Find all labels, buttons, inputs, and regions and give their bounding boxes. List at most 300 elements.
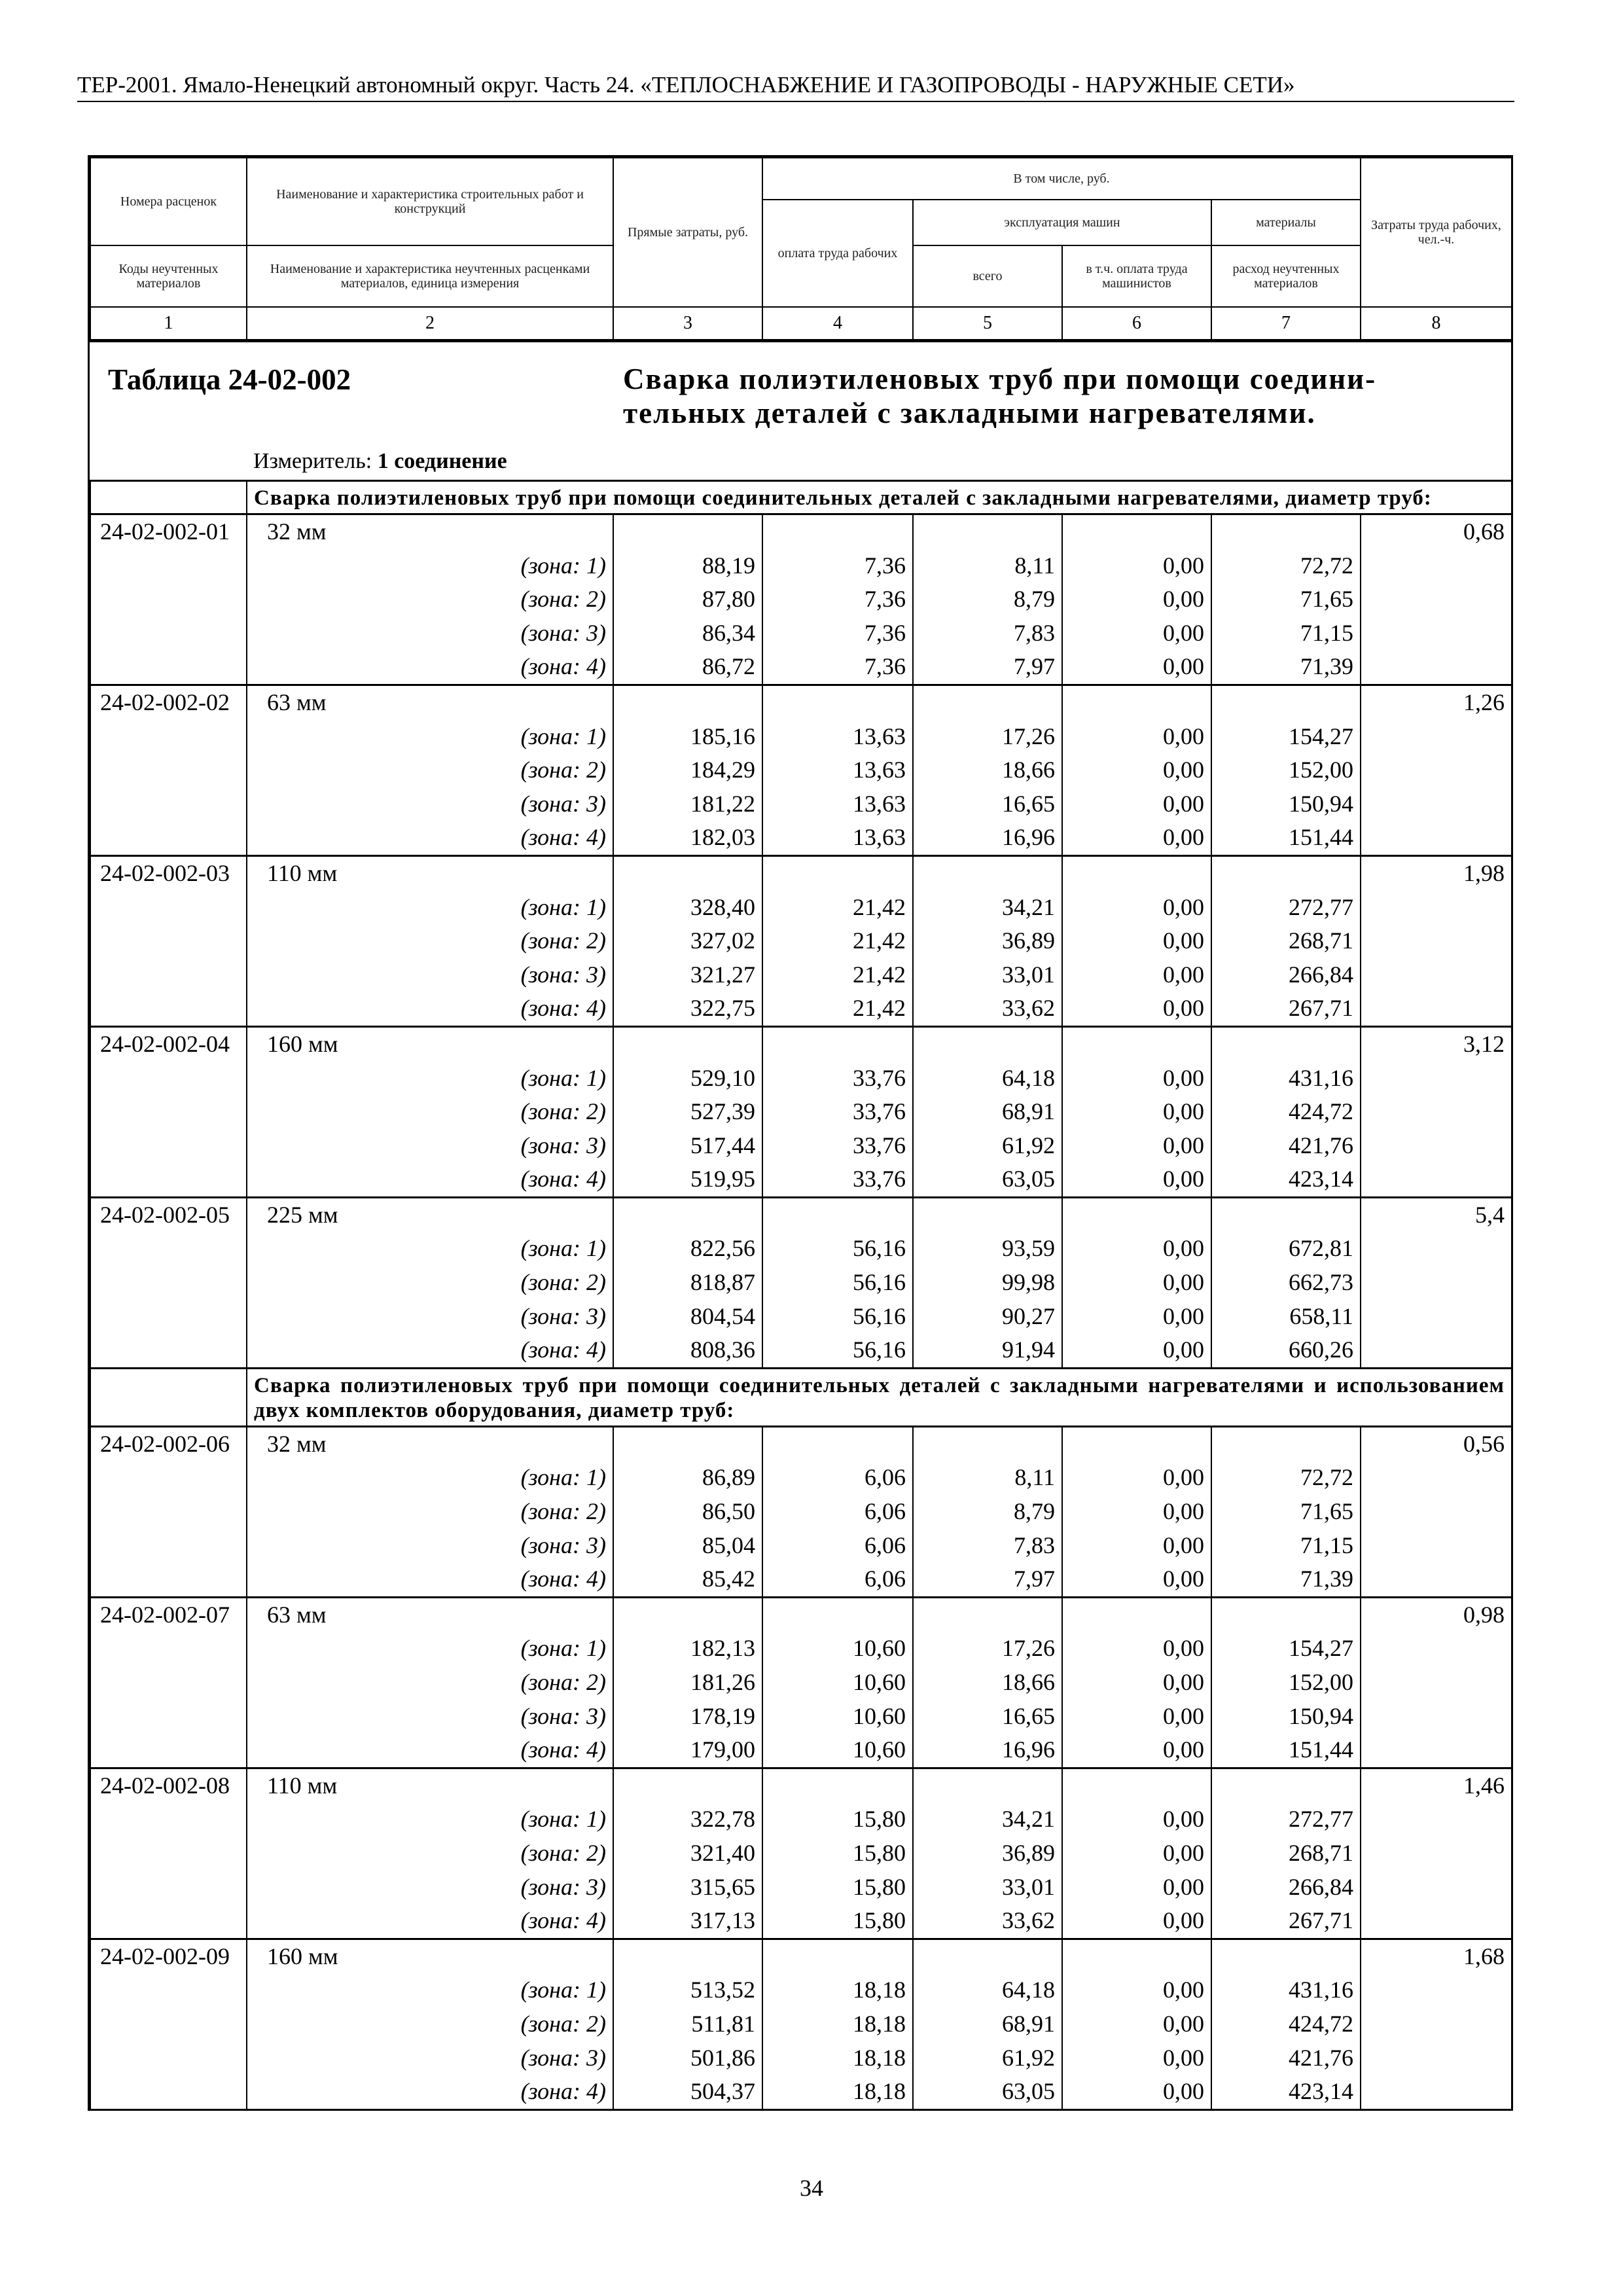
empty-cell bbox=[913, 514, 1062, 549]
table-row bbox=[90, 1300, 1512, 1334]
direct-costs: 85,04 bbox=[613, 1529, 762, 1563]
zone-label: (зона: 1) bbox=[247, 1461, 613, 1495]
rate-code: 24-02-002-03 bbox=[90, 855, 247, 890]
rate-code: 24-02-002-02 bbox=[90, 685, 247, 719]
machinist-wages: 0,00 bbox=[1062, 924, 1211, 958]
table-row bbox=[90, 1597, 1512, 1632]
machines-total: 33,62 bbox=[913, 1904, 1062, 1939]
worker-wages: 56,16 bbox=[762, 1266, 913, 1300]
materials-cost: 71,15 bbox=[1211, 1529, 1361, 1563]
zone-label: (зона: 2) bbox=[247, 753, 613, 787]
table-header bbox=[90, 157, 1512, 340]
empty-cell bbox=[90, 617, 247, 651]
empty-cell bbox=[613, 514, 762, 549]
machinist-wages: 0,00 bbox=[1062, 1333, 1211, 1368]
zone-label: (зона: 4) bbox=[247, 1333, 613, 1368]
empty-cell bbox=[613, 1026, 762, 1061]
table-row bbox=[90, 720, 1512, 754]
materials-cost: 266,84 bbox=[1211, 1871, 1361, 1905]
empty-cell bbox=[90, 958, 247, 992]
machinist-wages: 0,00 bbox=[1062, 2007, 1211, 2041]
materials-cost: 421,76 bbox=[1211, 1129, 1361, 1163]
machinist-wages: 0,00 bbox=[1062, 1733, 1211, 1768]
direct-costs: 504,37 bbox=[613, 2075, 762, 2109]
empty-cell bbox=[1361, 891, 1512, 925]
empty-cell bbox=[1062, 1197, 1211, 1232]
worker-wages: 33,76 bbox=[762, 1095, 913, 1129]
machines-total: 16,96 bbox=[913, 821, 1062, 855]
empty-cell bbox=[1361, 924, 1512, 958]
table-row bbox=[90, 1904, 1512, 1939]
table-row bbox=[90, 685, 1512, 719]
direct-costs: 184,29 bbox=[613, 753, 762, 787]
empty-cell bbox=[613, 1939, 762, 1973]
empty-cell bbox=[90, 1300, 247, 1334]
table-row bbox=[90, 1333, 1512, 1368]
machinist-wages: 0,00 bbox=[1062, 1973, 1211, 2007]
header-rate-numbers: Номера расценок bbox=[90, 158, 247, 245]
empty-cell bbox=[913, 855, 1062, 890]
machinist-wages: 0,00 bbox=[1062, 583, 1211, 617]
materials-cost: 423,14 bbox=[1211, 2075, 1361, 2109]
machinist-wages: 0,00 bbox=[1062, 753, 1211, 787]
worker-wages: 21,42 bbox=[762, 924, 913, 958]
machines-total: 64,18 bbox=[913, 1973, 1062, 2007]
zone-label: (зона: 1) bbox=[247, 720, 613, 754]
empty-cell bbox=[913, 1197, 1062, 1232]
materials-cost: 72,72 bbox=[1211, 549, 1361, 583]
labor-cost: 1,68 bbox=[1361, 1939, 1512, 1973]
column-number: 8 bbox=[1361, 307, 1512, 340]
machinist-wages: 0,00 bbox=[1062, 1562, 1211, 1597]
labor-cost: 5,4 bbox=[1361, 1197, 1512, 1232]
table-row bbox=[90, 1266, 1512, 1300]
zone-label: (зона: 3) bbox=[247, 787, 613, 821]
empty-cell bbox=[1211, 1426, 1361, 1461]
empty-cell bbox=[613, 1426, 762, 1461]
empty-cell bbox=[90, 787, 247, 821]
direct-costs: 317,13 bbox=[613, 1904, 762, 1939]
zone-label: (зона: 2) bbox=[247, 924, 613, 958]
table-row bbox=[90, 514, 1512, 549]
worker-wages: 7,36 bbox=[762, 549, 913, 583]
machines-total: 7,83 bbox=[913, 1529, 1062, 1563]
pipe-diameter: 160 мм bbox=[247, 1026, 613, 1061]
empty-cell bbox=[1361, 650, 1512, 685]
header-machines-total: всего bbox=[913, 245, 1062, 307]
empty-cell bbox=[90, 1129, 247, 1163]
machinist-wages: 0,00 bbox=[1062, 1803, 1211, 1837]
empty-cell bbox=[1361, 753, 1512, 787]
empty-cell bbox=[1361, 1700, 1512, 1734]
direct-costs: 527,39 bbox=[613, 1095, 762, 1129]
machinist-wages: 0,00 bbox=[1062, 1162, 1211, 1197]
table-row bbox=[90, 2007, 1512, 2041]
zone-label: (зона: 4) bbox=[247, 1562, 613, 1597]
direct-costs: 808,36 bbox=[613, 1333, 762, 1368]
machinist-wages: 0,00 bbox=[1062, 1837, 1211, 1871]
direct-costs: 519,95 bbox=[613, 1162, 762, 1197]
empty-cell bbox=[1361, 2041, 1512, 2075]
zone-label: (зона: 2) bbox=[247, 1666, 613, 1700]
materials-cost: 268,71 bbox=[1211, 924, 1361, 958]
machinist-wages: 0,00 bbox=[1062, 720, 1211, 754]
header-material-codes: Коды неучтенных материалов bbox=[90, 245, 247, 307]
worker-wages: 6,06 bbox=[762, 1562, 913, 1597]
direct-costs: 804,54 bbox=[613, 1300, 762, 1334]
zone-label: (зона: 3) bbox=[247, 1300, 613, 1334]
empty-cell bbox=[913, 1026, 1062, 1061]
worker-wages: 15,80 bbox=[762, 1904, 913, 1939]
pipe-diameter: 63 мм bbox=[247, 685, 613, 719]
empty-cell bbox=[913, 1426, 1062, 1461]
worker-wages: 13,63 bbox=[762, 787, 913, 821]
empty-cell bbox=[90, 1733, 247, 1768]
machines-total: 8,79 bbox=[913, 1495, 1062, 1529]
empty-cell bbox=[90, 2007, 247, 2041]
rate-code: 24-02-002-01 bbox=[90, 514, 247, 549]
machinist-wages: 0,00 bbox=[1062, 1266, 1211, 1300]
machinist-wages: 0,00 bbox=[1062, 2075, 1211, 2109]
empty-cell bbox=[1211, 1939, 1361, 1973]
empty-cell bbox=[1211, 514, 1361, 549]
empty-cell bbox=[1062, 685, 1211, 719]
header-labor-costs: Затраты труда рабочих, чел.-ч. bbox=[1361, 158, 1512, 307]
table-row bbox=[90, 855, 1512, 890]
empty-cell bbox=[913, 685, 1062, 719]
empty-cell bbox=[90, 1666, 247, 1700]
materials-cost: 421,76 bbox=[1211, 2041, 1361, 2075]
materials-cost: 152,00 bbox=[1211, 753, 1361, 787]
empty-cell bbox=[1361, 787, 1512, 821]
zone-label: (зона: 3) bbox=[247, 2041, 613, 2075]
empty-cell bbox=[1361, 1666, 1512, 1700]
empty-cell bbox=[1211, 1026, 1361, 1061]
materials-cost: 272,77 bbox=[1211, 1803, 1361, 1837]
machinist-wages: 0,00 bbox=[1062, 1095, 1211, 1129]
empty-cell bbox=[1211, 855, 1361, 890]
zone-label: (зона: 4) bbox=[247, 992, 613, 1026]
direct-costs: 182,13 bbox=[613, 1632, 762, 1666]
direct-costs: 86,89 bbox=[613, 1461, 762, 1495]
machinist-wages: 0,00 bbox=[1062, 1232, 1211, 1266]
machines-total: 16,65 bbox=[913, 787, 1062, 821]
empty-cell bbox=[1361, 1333, 1512, 1368]
zone-label: (зона: 3) bbox=[247, 1871, 613, 1905]
direct-costs: 182,03 bbox=[613, 821, 762, 855]
materials-cost: 431,16 bbox=[1211, 1062, 1361, 1096]
materials-cost: 267,71 bbox=[1211, 1904, 1361, 1939]
table-row bbox=[90, 1026, 1512, 1061]
rate-code: 24-02-002-08 bbox=[90, 1768, 247, 1803]
worker-wages: 18,18 bbox=[762, 1973, 913, 2007]
empty-cell bbox=[1361, 1232, 1512, 1266]
materials-cost: 424,72 bbox=[1211, 1095, 1361, 1129]
machines-total: 91,94 bbox=[913, 1333, 1062, 1368]
empty-cell bbox=[90, 1632, 247, 1666]
direct-costs: 181,22 bbox=[613, 787, 762, 821]
worker-wages: 21,42 bbox=[762, 891, 913, 925]
rate-code: 24-02-002-05 bbox=[90, 1197, 247, 1232]
machines-total: 36,89 bbox=[913, 924, 1062, 958]
worker-wages: 56,16 bbox=[762, 1232, 913, 1266]
empty-cell bbox=[1361, 1495, 1512, 1529]
worker-wages: 33,76 bbox=[762, 1162, 913, 1197]
zone-label: (зона: 2) bbox=[247, 583, 613, 617]
direct-costs: 178,19 bbox=[613, 1700, 762, 1734]
materials-cost: 150,94 bbox=[1211, 1700, 1361, 1734]
direct-costs: 513,52 bbox=[613, 1973, 762, 2007]
table-row bbox=[90, 1939, 1512, 1973]
rate-code: 24-02-002-04 bbox=[90, 1026, 247, 1061]
empty-cell bbox=[90, 1333, 247, 1368]
column-number: 7 bbox=[1211, 307, 1361, 340]
zone-label: (зона: 4) bbox=[247, 1733, 613, 1768]
worker-wages: 21,42 bbox=[762, 992, 913, 1026]
worker-wages: 10,60 bbox=[762, 1666, 913, 1700]
measurement-unit bbox=[253, 447, 507, 476]
empty-cell bbox=[1361, 1266, 1512, 1300]
table-row bbox=[90, 992, 1512, 1026]
machines-total: 61,92 bbox=[913, 1129, 1062, 1163]
machines-total: 8,79 bbox=[913, 583, 1062, 617]
empty-cell bbox=[1361, 1562, 1512, 1597]
machinist-wages: 0,00 bbox=[1062, 1300, 1211, 1334]
empty-cell bbox=[90, 1562, 247, 1597]
zone-label: (зона: 2) bbox=[247, 1495, 613, 1529]
rates-sheet bbox=[88, 155, 1513, 2111]
direct-costs: 511,81 bbox=[613, 2007, 762, 2041]
machines-total: 8,11 bbox=[913, 549, 1062, 583]
materials-cost: 151,44 bbox=[1211, 1733, 1361, 1768]
table-row bbox=[90, 1461, 1512, 1495]
empty-cell bbox=[90, 924, 247, 958]
table-row bbox=[90, 1197, 1512, 1232]
table-title: Сварка полиэтиленовых труб при помощи соедини-тельных деталей с закладными нагревателями. bbox=[623, 363, 1377, 429]
worker-wages: 15,80 bbox=[762, 1871, 913, 1905]
machines-total: 64,18 bbox=[913, 1062, 1062, 1096]
materials-cost: 423,14 bbox=[1211, 1162, 1361, 1197]
materials-cost: 672,81 bbox=[1211, 1232, 1361, 1266]
table-row bbox=[90, 1062, 1512, 1096]
empty-cell bbox=[1361, 821, 1512, 855]
worker-wages: 21,42 bbox=[762, 958, 913, 992]
section-spacer bbox=[90, 481, 247, 514]
empty-cell bbox=[613, 685, 762, 719]
empty-cell bbox=[1361, 1300, 1512, 1334]
table-row bbox=[90, 583, 1512, 617]
table-row bbox=[90, 821, 1512, 855]
materials-cost: 424,72 bbox=[1211, 2007, 1361, 2041]
labor-cost: 3,12 bbox=[1361, 1026, 1512, 1061]
empty-cell bbox=[90, 2041, 247, 2075]
empty-cell bbox=[762, 1026, 913, 1061]
empty-cell bbox=[1211, 1197, 1361, 1232]
machines-total: 68,91 bbox=[913, 1095, 1062, 1129]
worker-wages: 6,06 bbox=[762, 1461, 913, 1495]
materials-cost: 431,16 bbox=[1211, 1973, 1361, 2007]
worker-wages: 7,36 bbox=[762, 583, 913, 617]
direct-costs: 185,16 bbox=[613, 720, 762, 754]
materials-cost: 267,71 bbox=[1211, 992, 1361, 1026]
machines-total: 18,66 bbox=[913, 1666, 1062, 1700]
materials-cost: 71,65 bbox=[1211, 1495, 1361, 1529]
table-code: Таблица 24-02-002 bbox=[108, 363, 351, 396]
direct-costs: 322,75 bbox=[613, 992, 762, 1026]
materials-cost: 154,27 bbox=[1211, 1632, 1361, 1666]
direct-costs: 88,19 bbox=[613, 549, 762, 583]
table-row bbox=[90, 787, 1512, 821]
machinist-wages: 0,00 bbox=[1062, 992, 1211, 1026]
table-row bbox=[90, 2075, 1512, 2109]
column-number: 3 bbox=[613, 307, 762, 340]
empty-cell bbox=[1361, 958, 1512, 992]
table-row bbox=[90, 549, 1512, 583]
rates-table bbox=[90, 480, 1512, 2109]
empty-cell bbox=[1361, 1904, 1512, 1939]
empty-cell bbox=[90, 650, 247, 685]
table-row bbox=[90, 1129, 1512, 1163]
rate-code: 24-02-002-06 bbox=[90, 1426, 247, 1461]
header-direct-costs: Прямые затраты, руб. bbox=[613, 158, 762, 307]
machines-total: 33,01 bbox=[913, 1871, 1062, 1905]
empty-cell bbox=[90, 583, 247, 617]
materials-cost: 272,77 bbox=[1211, 891, 1361, 925]
materials-cost: 71,15 bbox=[1211, 617, 1361, 651]
direct-costs: 517,44 bbox=[613, 1129, 762, 1163]
empty-cell bbox=[762, 1426, 913, 1461]
pipe-diameter: 225 мм bbox=[247, 1197, 613, 1232]
machines-total: 34,21 bbox=[913, 891, 1062, 925]
table-row bbox=[90, 1232, 1512, 1266]
empty-cell bbox=[1062, 1768, 1211, 1803]
empty-cell bbox=[90, 720, 247, 754]
zone-label: (зона: 3) bbox=[247, 1129, 613, 1163]
worker-wages: 13,63 bbox=[762, 821, 913, 855]
table-row bbox=[90, 650, 1512, 685]
unit-value: 1 соединение bbox=[377, 449, 507, 473]
table-row bbox=[90, 753, 1512, 787]
empty-cell bbox=[1361, 1529, 1512, 1563]
machines-total: 33,01 bbox=[913, 958, 1062, 992]
direct-costs: 321,27 bbox=[613, 958, 762, 992]
empty-cell bbox=[1062, 1026, 1211, 1061]
zone-label: (зона: 1) bbox=[247, 549, 613, 583]
machinist-wages: 0,00 bbox=[1062, 787, 1211, 821]
empty-cell bbox=[762, 1768, 913, 1803]
table-row bbox=[90, 958, 1512, 992]
header-unaccounted-materials: расход неучтенных материалов bbox=[1211, 245, 1361, 307]
unit-label: Измеритель: bbox=[253, 449, 372, 473]
machinist-wages: 0,00 bbox=[1062, 1461, 1211, 1495]
zone-label: (зона: 3) bbox=[247, 1700, 613, 1734]
empty-cell bbox=[90, 1803, 247, 1837]
empty-cell bbox=[762, 514, 913, 549]
empty-cell bbox=[90, 2075, 247, 2109]
worker-wages: 33,76 bbox=[762, 1062, 913, 1096]
materials-cost: 72,72 bbox=[1211, 1461, 1361, 1495]
labor-cost: 0,56 bbox=[1361, 1426, 1512, 1461]
header-machinist-wages: в т.ч. оплата труда машинистов bbox=[1062, 245, 1211, 307]
labor-cost: 1,98 bbox=[1361, 855, 1512, 890]
pipe-diameter: 32 мм bbox=[247, 514, 613, 549]
machinist-wages: 0,00 bbox=[1062, 1129, 1211, 1163]
header-including: В том числе, руб. bbox=[762, 158, 1361, 200]
worker-wages: 56,16 bbox=[762, 1333, 913, 1368]
machinist-wages: 0,00 bbox=[1062, 1700, 1211, 1734]
worker-wages: 10,60 bbox=[762, 1700, 913, 1734]
empty-cell bbox=[1361, 1062, 1512, 1096]
machinist-wages: 0,00 bbox=[1062, 2041, 1211, 2075]
empty-cell bbox=[1062, 1939, 1211, 1973]
column-number: 1 bbox=[90, 307, 247, 340]
machines-total: 7,83 bbox=[913, 617, 1062, 651]
materials-cost: 71,39 bbox=[1211, 1562, 1361, 1597]
empty-cell bbox=[90, 1461, 247, 1495]
empty-cell bbox=[1361, 720, 1512, 754]
empty-cell bbox=[1361, 992, 1512, 1026]
worker-wages: 18,18 bbox=[762, 2041, 913, 2075]
direct-costs: 322,78 bbox=[613, 1803, 762, 1837]
worker-wages: 56,16 bbox=[762, 1300, 913, 1334]
direct-costs: 86,50 bbox=[613, 1495, 762, 1529]
empty-cell bbox=[90, 1700, 247, 1734]
header-work-name: Наименование и характеристика строительных работ и конструкций bbox=[247, 158, 613, 245]
machinist-wages: 0,00 bbox=[1062, 1529, 1211, 1563]
rate-code: 24-02-002-07 bbox=[90, 1597, 247, 1632]
machinist-wages: 0,00 bbox=[1062, 1666, 1211, 1700]
machinist-wages: 0,00 bbox=[1062, 958, 1211, 992]
worker-wages: 15,80 bbox=[762, 1803, 913, 1837]
pipe-diameter: 110 мм bbox=[247, 855, 613, 890]
machinist-wages: 0,00 bbox=[1062, 549, 1211, 583]
empty-cell bbox=[90, 1495, 247, 1529]
empty-cell bbox=[1211, 685, 1361, 719]
materials-cost: 662,73 bbox=[1211, 1266, 1361, 1300]
table-row bbox=[90, 1666, 1512, 1700]
machinist-wages: 0,00 bbox=[1062, 1495, 1211, 1529]
worker-wages: 10,60 bbox=[762, 1733, 913, 1768]
zone-label: (зона: 3) bbox=[247, 958, 613, 992]
empty-cell bbox=[613, 1597, 762, 1632]
empty-cell bbox=[90, 1529, 247, 1563]
labor-cost: 1,46 bbox=[1361, 1768, 1512, 1803]
empty-cell bbox=[762, 1197, 913, 1232]
direct-costs: 501,86 bbox=[613, 2041, 762, 2075]
materials-cost: 71,65 bbox=[1211, 583, 1361, 617]
table-row bbox=[90, 924, 1512, 958]
machines-total: 34,21 bbox=[913, 1803, 1062, 1837]
empty-cell bbox=[1062, 855, 1211, 890]
pipe-diameter: 110 мм bbox=[247, 1768, 613, 1803]
machines-total: 68,91 bbox=[913, 2007, 1062, 2041]
pipe-diameter: 32 мм bbox=[247, 1426, 613, 1461]
table-title-block bbox=[90, 340, 1511, 480]
column-number: 2 bbox=[247, 307, 613, 340]
empty-cell bbox=[90, 1837, 247, 1871]
machines-total: 93,59 bbox=[913, 1232, 1062, 1266]
worker-wages: 7,36 bbox=[762, 617, 913, 651]
labor-cost: 0,68 bbox=[1361, 514, 1512, 549]
direct-costs: 86,34 bbox=[613, 617, 762, 651]
section-title: Сварка полиэтиленовых труб при помощи соединительных деталей с закладными нагревателями, диаметр труб: bbox=[247, 481, 1512, 514]
empty-cell bbox=[762, 855, 913, 890]
empty-cell bbox=[90, 549, 247, 583]
materials-cost: 660,26 bbox=[1211, 1333, 1361, 1368]
empty-cell bbox=[90, 992, 247, 1026]
direct-costs: 822,56 bbox=[613, 1232, 762, 1266]
machines-total: 16,65 bbox=[913, 1700, 1062, 1734]
